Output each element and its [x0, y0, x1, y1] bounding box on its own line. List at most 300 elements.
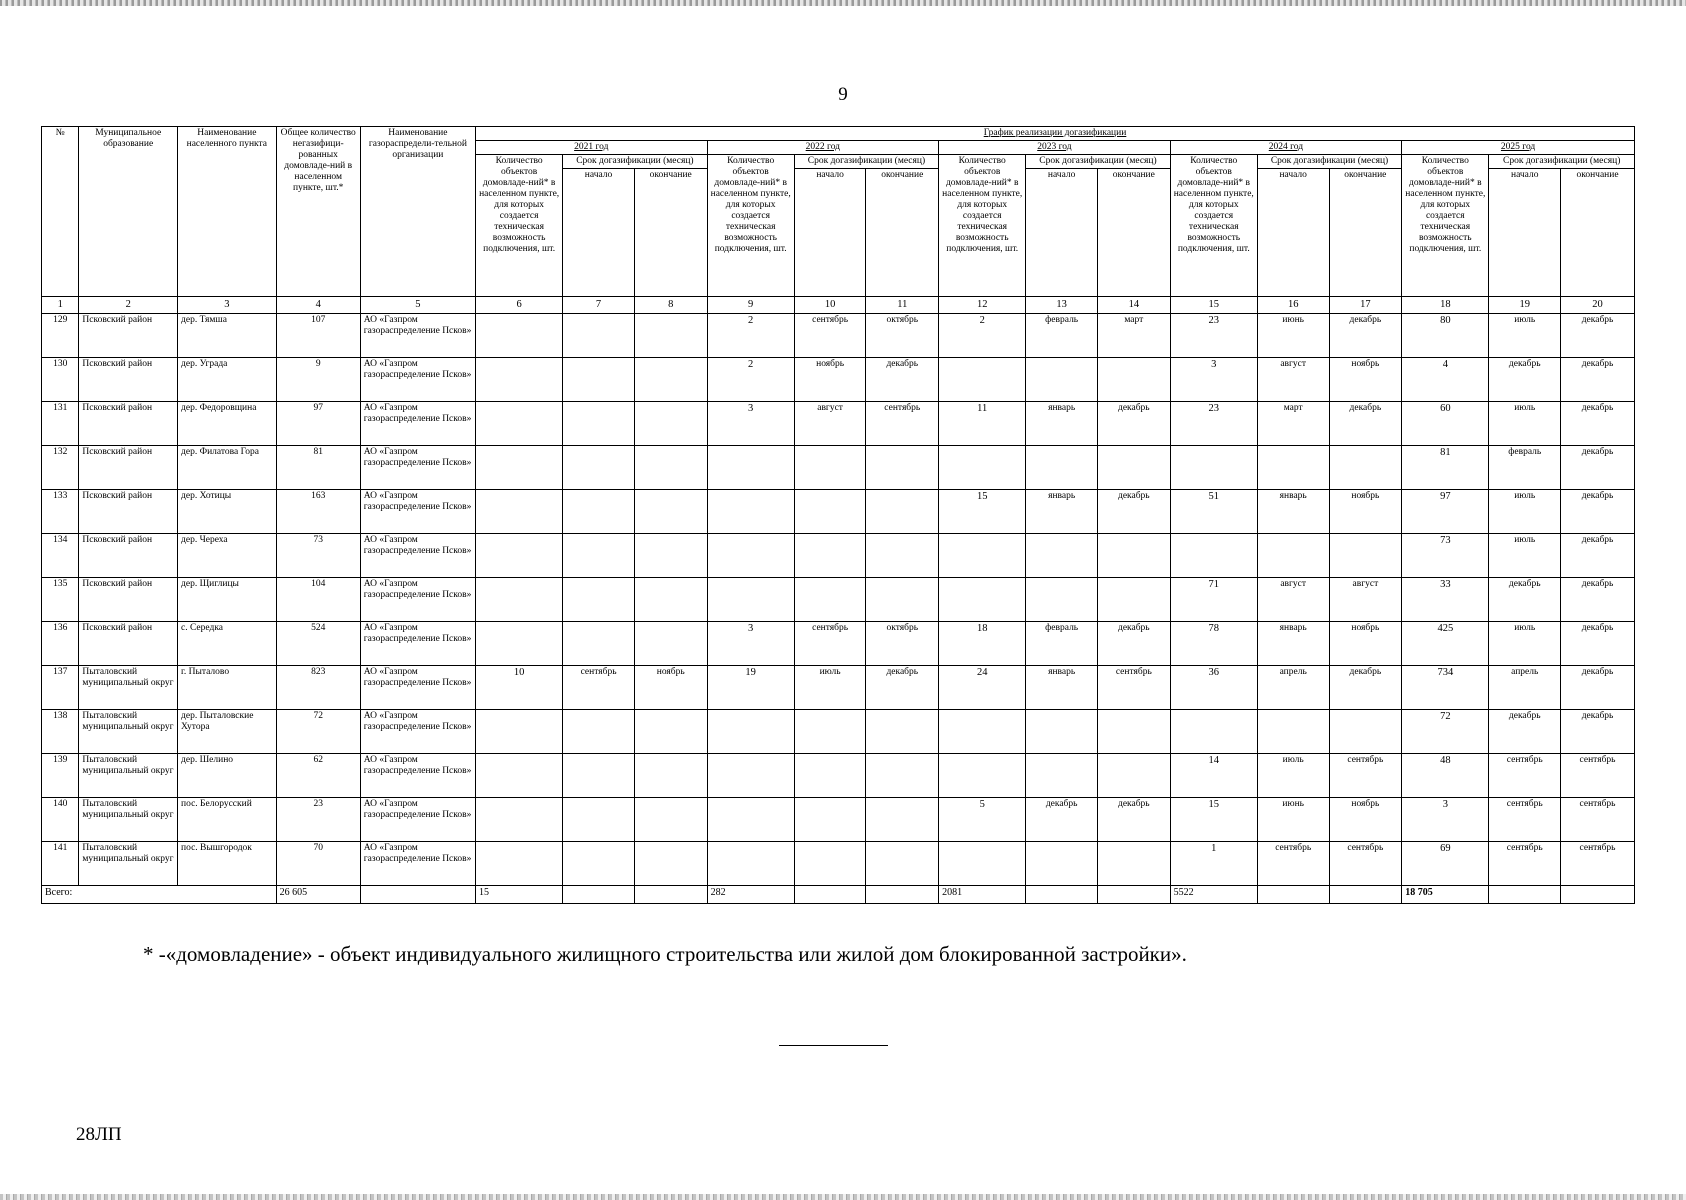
end-2021-cell: [634, 490, 707, 534]
column-number-cell: 8: [634, 297, 707, 314]
municipality-cell: Псковский район: [79, 534, 178, 578]
header-year-2025: 2025 год: [1402, 141, 1635, 155]
total-households-cell: 70: [276, 842, 360, 886]
column-number-cell: 3: [178, 297, 277, 314]
start-2021-cell: [563, 798, 635, 842]
table-row: [42, 798, 1635, 842]
start-2025-cell: декабрь: [1489, 578, 1561, 622]
end-2024-cell: сентябрь: [1329, 842, 1402, 886]
start-2022-cell: [794, 446, 866, 490]
count-2021-cell: [476, 314, 563, 358]
header-term-2021: Срок догазификации (месяц): [563, 155, 707, 169]
end-2021-cell: [634, 622, 707, 666]
scan-edge-bottom: [0, 1194, 1686, 1200]
start-2021-cell: [563, 842, 635, 886]
header-schedule: График реализации догазификации: [476, 127, 1635, 141]
start-2024-cell: [1257, 710, 1329, 754]
settlement-cell: дер. Хотицы: [178, 490, 277, 534]
totals-2024: 5522: [1170, 886, 1257, 904]
count-2021-cell: [476, 710, 563, 754]
start-2025-cell: июль: [1489, 402, 1561, 446]
table-row: [42, 666, 1635, 710]
count-2022-cell: [707, 754, 794, 798]
totals-empty: [1329, 886, 1402, 904]
total-households-cell: 163: [276, 490, 360, 534]
count-2024-cell: [1170, 710, 1257, 754]
totals-2025: 18 705: [1402, 886, 1489, 904]
settlement-cell: дер. Филатова Гора: [178, 446, 277, 490]
start-2023-cell: [1026, 754, 1098, 798]
column-number-cell: 15: [1170, 297, 1257, 314]
end-2022-cell: [866, 534, 939, 578]
count-2022-cell: [707, 490, 794, 534]
header-start-2023: начало: [1026, 169, 1098, 297]
start-2024-cell: август: [1257, 358, 1329, 402]
column-number-cell: 7: [563, 297, 635, 314]
end-2021-cell: [634, 798, 707, 842]
end-2025-cell: сентябрь: [1561, 842, 1635, 886]
table-row: [42, 446, 1635, 490]
gas-org-cell: АО «Газпром газораспределение Псков»: [360, 446, 475, 490]
count-2021-cell: [476, 490, 563, 534]
end-2022-cell: [866, 798, 939, 842]
column-number-cell: 9: [707, 297, 794, 314]
total-households-cell: 23: [276, 798, 360, 842]
totals-row: [42, 886, 1635, 904]
count-2021-cell: [476, 358, 563, 402]
count-2023-cell: 11: [939, 402, 1026, 446]
header-end-2025: окончание: [1561, 169, 1635, 297]
start-2023-cell: январь: [1026, 402, 1098, 446]
header-term-2025: Срок догазификации (месяц): [1489, 155, 1635, 169]
table-row: [42, 490, 1635, 534]
count-2024-cell: 78: [1170, 622, 1257, 666]
municipality-cell: Пыталовский муниципальный округ: [79, 666, 178, 710]
totals-label: Всего:: [42, 886, 277, 904]
settlement-cell: дер. Федоровщина: [178, 402, 277, 446]
settlement-cell: г. Пыталово: [178, 666, 277, 710]
column-number-cell: 14: [1097, 297, 1170, 314]
start-2024-cell: июль: [1257, 754, 1329, 798]
count-2023-cell: [939, 578, 1026, 622]
start-2025-cell: июль: [1489, 534, 1561, 578]
gas-org-cell: АО «Газпром газораспределение Псков»: [360, 754, 475, 798]
count-2022-cell: 2: [707, 358, 794, 402]
gas-org-cell: АО «Газпром газораспределение Псков»: [360, 666, 475, 710]
end-2022-cell: сентябрь: [866, 402, 939, 446]
table-row: [42, 842, 1635, 886]
count-2021-cell: 10: [476, 666, 563, 710]
start-2021-cell: [563, 490, 635, 534]
gas-org-cell: АО «Газпром газораспределение Псков»: [360, 402, 475, 446]
table-row: [42, 402, 1635, 446]
row-number-cell: 137: [42, 666, 79, 710]
gas-org-cell: АО «Газпром газораспределение Псков»: [360, 798, 475, 842]
count-2021-cell: [476, 402, 563, 446]
start-2022-cell: сентябрь: [794, 314, 866, 358]
end-2022-cell: декабрь: [866, 358, 939, 402]
totals-2021: 15: [476, 886, 563, 904]
header-term-2023: Срок догазификации (месяц): [1026, 155, 1170, 169]
header-end-2024: окончание: [1329, 169, 1402, 297]
count-2023-cell: 15: [939, 490, 1026, 534]
header-start-2024: начало: [1257, 169, 1329, 297]
settlement-cell: пос. Белорусский: [178, 798, 277, 842]
end-2021-cell: [634, 578, 707, 622]
start-2021-cell: сентябрь: [563, 666, 635, 710]
count-2021-cell: [476, 798, 563, 842]
header-settlement: Наименование населенного пункта: [178, 127, 277, 297]
count-2021-cell: [476, 622, 563, 666]
column-number-cell: 18: [1402, 297, 1489, 314]
end-2025-cell: декабрь: [1561, 490, 1635, 534]
row-number-cell: 141: [42, 842, 79, 886]
end-2024-cell: ноябрь: [1329, 798, 1402, 842]
end-2023-cell: декабрь: [1097, 490, 1170, 534]
start-2021-cell: [563, 578, 635, 622]
count-2024-cell: [1170, 534, 1257, 578]
start-2025-cell: февраль: [1489, 446, 1561, 490]
end-2022-cell: октябрь: [866, 314, 939, 358]
municipality-cell: Псковский район: [79, 446, 178, 490]
start-2025-cell: июль: [1489, 314, 1561, 358]
count-2024-cell: 14: [1170, 754, 1257, 798]
row-number-cell: 139: [42, 754, 79, 798]
start-2023-cell: январь: [1026, 666, 1098, 710]
gas-org-cell: АО «Газпром газораспределение Псков»: [360, 842, 475, 886]
header-year-2021: 2021 год: [476, 141, 708, 155]
count-2023-cell: [939, 754, 1026, 798]
end-2022-cell: [866, 754, 939, 798]
totals-empty: [563, 886, 635, 904]
start-2023-cell: декабрь: [1026, 798, 1098, 842]
start-2023-cell: февраль: [1026, 622, 1098, 666]
end-2024-cell: декабрь: [1329, 314, 1402, 358]
table-row: [42, 314, 1635, 358]
start-2021-cell: [563, 710, 635, 754]
gas-org-cell: АО «Газпром газораспределение Псков»: [360, 314, 475, 358]
municipality-cell: Псковский район: [79, 578, 178, 622]
start-2021-cell: [563, 402, 635, 446]
total-households-cell: 81: [276, 446, 360, 490]
count-2021-cell: [476, 754, 563, 798]
end-2025-cell: декабрь: [1561, 402, 1635, 446]
end-2022-cell: октябрь: [866, 622, 939, 666]
count-2023-cell: 5: [939, 798, 1026, 842]
end-2023-cell: [1097, 446, 1170, 490]
header-gas-org: Наименование газораспредели-тельной организации: [360, 127, 475, 297]
end-2022-cell: [866, 490, 939, 534]
end-2025-cell: декабрь: [1561, 622, 1635, 666]
count-2024-cell: 3: [1170, 358, 1257, 402]
header-year-2024: 2024 год: [1170, 141, 1402, 155]
start-2025-cell: сентябрь: [1489, 842, 1561, 886]
end-2022-cell: [866, 842, 939, 886]
row-number-cell: 138: [42, 710, 79, 754]
count-2022-cell: [707, 534, 794, 578]
count-2024-cell: 23: [1170, 402, 1257, 446]
count-2022-cell: 3: [707, 622, 794, 666]
total-households-cell: 104: [276, 578, 360, 622]
municipality-cell: Псковский район: [79, 314, 178, 358]
total-households-cell: 73: [276, 534, 360, 578]
count-2022-cell: [707, 710, 794, 754]
header-end-2021: окончание: [634, 169, 707, 297]
count-2021-cell: [476, 578, 563, 622]
column-number-cell: 20: [1561, 297, 1635, 314]
municipality-cell: Псковский район: [79, 490, 178, 534]
column-number-cell: 16: [1257, 297, 1329, 314]
row-number-cell: 133: [42, 490, 79, 534]
totals-empty: [866, 886, 939, 904]
header-count-2024: Количество объектов домовладе-ний* в населенном пункте, для которых создается техническая возможность подключения, шт.: [1170, 155, 1257, 297]
start-2025-cell: сентябрь: [1489, 754, 1561, 798]
start-2024-cell: июнь: [1257, 314, 1329, 358]
start-2025-cell: сентябрь: [1489, 798, 1561, 842]
table-row: [42, 358, 1635, 402]
totals-empty: [1257, 886, 1329, 904]
municipality-cell: Пыталовский муниципальный округ: [79, 842, 178, 886]
count-2025-cell: 33: [1402, 578, 1489, 622]
gas-org-cell: АО «Газпром газораспределение Псков»: [360, 490, 475, 534]
start-2022-cell: [794, 490, 866, 534]
header-no: №: [42, 127, 79, 297]
totals-empty: [1489, 886, 1561, 904]
end-2022-cell: декабрь: [866, 666, 939, 710]
end-2023-cell: декабрь: [1097, 798, 1170, 842]
count-2025-cell: 3: [1402, 798, 1489, 842]
column-number-cell: 4: [276, 297, 360, 314]
start-2023-cell: [1026, 358, 1098, 402]
page-code: 28ЛП: [76, 1124, 122, 1145]
count-2021-cell: [476, 842, 563, 886]
column-number-cell: 10: [794, 297, 866, 314]
settlement-cell: дер. Уграда: [178, 358, 277, 402]
count-2023-cell: 2: [939, 314, 1026, 358]
start-2023-cell: [1026, 710, 1098, 754]
municipality-cell: Псковский район: [79, 358, 178, 402]
table-row: [42, 578, 1635, 622]
count-2022-cell: 19: [707, 666, 794, 710]
end-2023-cell: [1097, 754, 1170, 798]
column-number-cell: 17: [1329, 297, 1402, 314]
settlement-cell: дер. Череха: [178, 534, 277, 578]
total-households-cell: 9: [276, 358, 360, 402]
count-2022-cell: [707, 578, 794, 622]
totals-2022: 282: [707, 886, 794, 904]
settlement-cell: пос. Вышгородок: [178, 842, 277, 886]
municipality-cell: Пыталовский муниципальный округ: [79, 710, 178, 754]
settlement-cell: с. Середка: [178, 622, 277, 666]
column-number-cell: 1: [42, 297, 79, 314]
end-2021-cell: ноябрь: [634, 666, 707, 710]
end-2024-cell: декабрь: [1329, 666, 1402, 710]
start-2025-cell: апрель: [1489, 666, 1561, 710]
end-2023-cell: [1097, 578, 1170, 622]
total-households-cell: 524: [276, 622, 360, 666]
start-2025-cell: июль: [1489, 490, 1561, 534]
header-start-2021: начало: [563, 169, 635, 297]
count-2025-cell: 72: [1402, 710, 1489, 754]
end-2023-cell: декабрь: [1097, 622, 1170, 666]
totals-empty: [1097, 886, 1170, 904]
totals-2023: 2081: [939, 886, 1026, 904]
start-2024-cell: сентябрь: [1257, 842, 1329, 886]
row-number-cell: 131: [42, 402, 79, 446]
header-term-2024: Срок догазификации (месяц): [1257, 155, 1401, 169]
count-2022-cell: [707, 446, 794, 490]
count-2023-cell: [939, 710, 1026, 754]
start-2024-cell: январь: [1257, 622, 1329, 666]
count-2023-cell: 24: [939, 666, 1026, 710]
end-2021-cell: [634, 710, 707, 754]
header-count-2023: Количество объектов домовладе-ний* в населенном пункте, для которых создается техническая возможность подключения, шт.: [939, 155, 1026, 297]
end-2025-cell: декабрь: [1561, 358, 1635, 402]
total-households-cell: 62: [276, 754, 360, 798]
total-households-cell: 97: [276, 402, 360, 446]
start-2024-cell: [1257, 534, 1329, 578]
end-2025-cell: декабрь: [1561, 534, 1635, 578]
gas-org-cell: АО «Газпром газораспределение Псков»: [360, 358, 475, 402]
start-2023-cell: [1026, 446, 1098, 490]
municipality-cell: Псковский район: [79, 402, 178, 446]
end-2025-cell: декабрь: [1561, 666, 1635, 710]
count-2025-cell: 97: [1402, 490, 1489, 534]
end-2024-cell: [1329, 446, 1402, 490]
settlement-cell: дер. Щиглицы: [178, 578, 277, 622]
end-2022-cell: [866, 578, 939, 622]
municipality-cell: Пыталовский муниципальный округ: [79, 754, 178, 798]
count-2022-cell: 2: [707, 314, 794, 358]
gas-org-cell: АО «Газпром газораспределение Псков»: [360, 710, 475, 754]
count-2025-cell: 81: [1402, 446, 1489, 490]
start-2021-cell: [563, 314, 635, 358]
gasification-schedule-table: [41, 126, 1635, 904]
count-2025-cell: 4: [1402, 358, 1489, 402]
end-2024-cell: ноябрь: [1329, 490, 1402, 534]
end-2024-cell: август: [1329, 578, 1402, 622]
column-number-cell: 19: [1489, 297, 1561, 314]
gas-org-cell: АО «Газпром газораспределение Псков»: [360, 578, 475, 622]
end-2023-cell: март: [1097, 314, 1170, 358]
gas-org-cell: АО «Газпром газораспределение Псков»: [360, 534, 475, 578]
count-2024-cell: 51: [1170, 490, 1257, 534]
column-number-cell: 5: [360, 297, 475, 314]
start-2024-cell: январь: [1257, 490, 1329, 534]
count-2024-cell: 23: [1170, 314, 1257, 358]
start-2021-cell: [563, 358, 635, 402]
totals-empty: [1026, 886, 1098, 904]
gas-org-cell: АО «Газпром газораспределение Псков»: [360, 622, 475, 666]
header-municipality: Муниципальное образование: [79, 127, 178, 297]
end-2023-cell: [1097, 534, 1170, 578]
count-2021-cell: [476, 446, 563, 490]
end-2023-cell: [1097, 842, 1170, 886]
header-end-2022: окончание: [866, 169, 939, 297]
count-2025-cell: 80: [1402, 314, 1489, 358]
settlement-cell: дер. Тямша: [178, 314, 277, 358]
start-2025-cell: декабрь: [1489, 358, 1561, 402]
start-2023-cell: [1026, 578, 1098, 622]
count-2023-cell: 18: [939, 622, 1026, 666]
table-row: [42, 534, 1635, 578]
start-2024-cell: август: [1257, 578, 1329, 622]
start-2022-cell: [794, 578, 866, 622]
row-number-cell: 132: [42, 446, 79, 490]
table-row: [42, 622, 1635, 666]
count-2023-cell: [939, 358, 1026, 402]
header-term-2022: Срок догазификации (месяц): [794, 155, 938, 169]
settlement-cell: дер. Шелино: [178, 754, 277, 798]
column-number-cell: 11: [866, 297, 939, 314]
end-2025-cell: декабрь: [1561, 446, 1635, 490]
end-2024-cell: ноябрь: [1329, 358, 1402, 402]
start-2024-cell: март: [1257, 402, 1329, 446]
count-2022-cell: [707, 842, 794, 886]
table-row: [42, 710, 1635, 754]
count-2023-cell: [939, 534, 1026, 578]
end-2021-cell: [634, 754, 707, 798]
count-2023-cell: [939, 446, 1026, 490]
count-2022-cell: [707, 798, 794, 842]
end-2024-cell: ноябрь: [1329, 622, 1402, 666]
settlement-cell: дер. Пыталовские Хутора: [178, 710, 277, 754]
start-2021-cell: [563, 534, 635, 578]
start-2022-cell: июль: [794, 666, 866, 710]
totals-empty: [794, 886, 866, 904]
end-2025-cell: сентябрь: [1561, 798, 1635, 842]
count-2025-cell: 48: [1402, 754, 1489, 798]
count-2024-cell: 15: [1170, 798, 1257, 842]
count-2024-cell: 71: [1170, 578, 1257, 622]
end-2024-cell: [1329, 534, 1402, 578]
end-2022-cell: [866, 710, 939, 754]
row-number-cell: 140: [42, 798, 79, 842]
start-2023-cell: февраль: [1026, 314, 1098, 358]
start-2022-cell: [794, 754, 866, 798]
start-2024-cell: июнь: [1257, 798, 1329, 842]
start-2024-cell: [1257, 446, 1329, 490]
end-2024-cell: сентябрь: [1329, 754, 1402, 798]
column-number-cell: 6: [476, 297, 563, 314]
count-2025-cell: 69: [1402, 842, 1489, 886]
count-2024-cell: [1170, 446, 1257, 490]
start-2021-cell: [563, 446, 635, 490]
end-2023-cell: декабрь: [1097, 402, 1170, 446]
end-2021-cell: [634, 358, 707, 402]
row-number-cell: 129: [42, 314, 79, 358]
start-2022-cell: [794, 842, 866, 886]
totals-empty: [634, 886, 707, 904]
row-number-cell: 134: [42, 534, 79, 578]
totals-empty: [360, 886, 475, 904]
header-start-2022: начало: [794, 169, 866, 297]
column-number-cell: 2: [79, 297, 178, 314]
count-2024-cell: 1: [1170, 842, 1257, 886]
end-2023-cell: сентябрь: [1097, 666, 1170, 710]
row-number-cell: 135: [42, 578, 79, 622]
start-2022-cell: [794, 534, 866, 578]
start-2024-cell: апрель: [1257, 666, 1329, 710]
separator-line: [779, 1045, 888, 1046]
count-2025-cell: 60: [1402, 402, 1489, 446]
start-2022-cell: [794, 710, 866, 754]
end-2021-cell: [634, 842, 707, 886]
count-2021-cell: [476, 534, 563, 578]
end-2022-cell: [866, 446, 939, 490]
start-2023-cell: январь: [1026, 490, 1098, 534]
start-2023-cell: [1026, 534, 1098, 578]
